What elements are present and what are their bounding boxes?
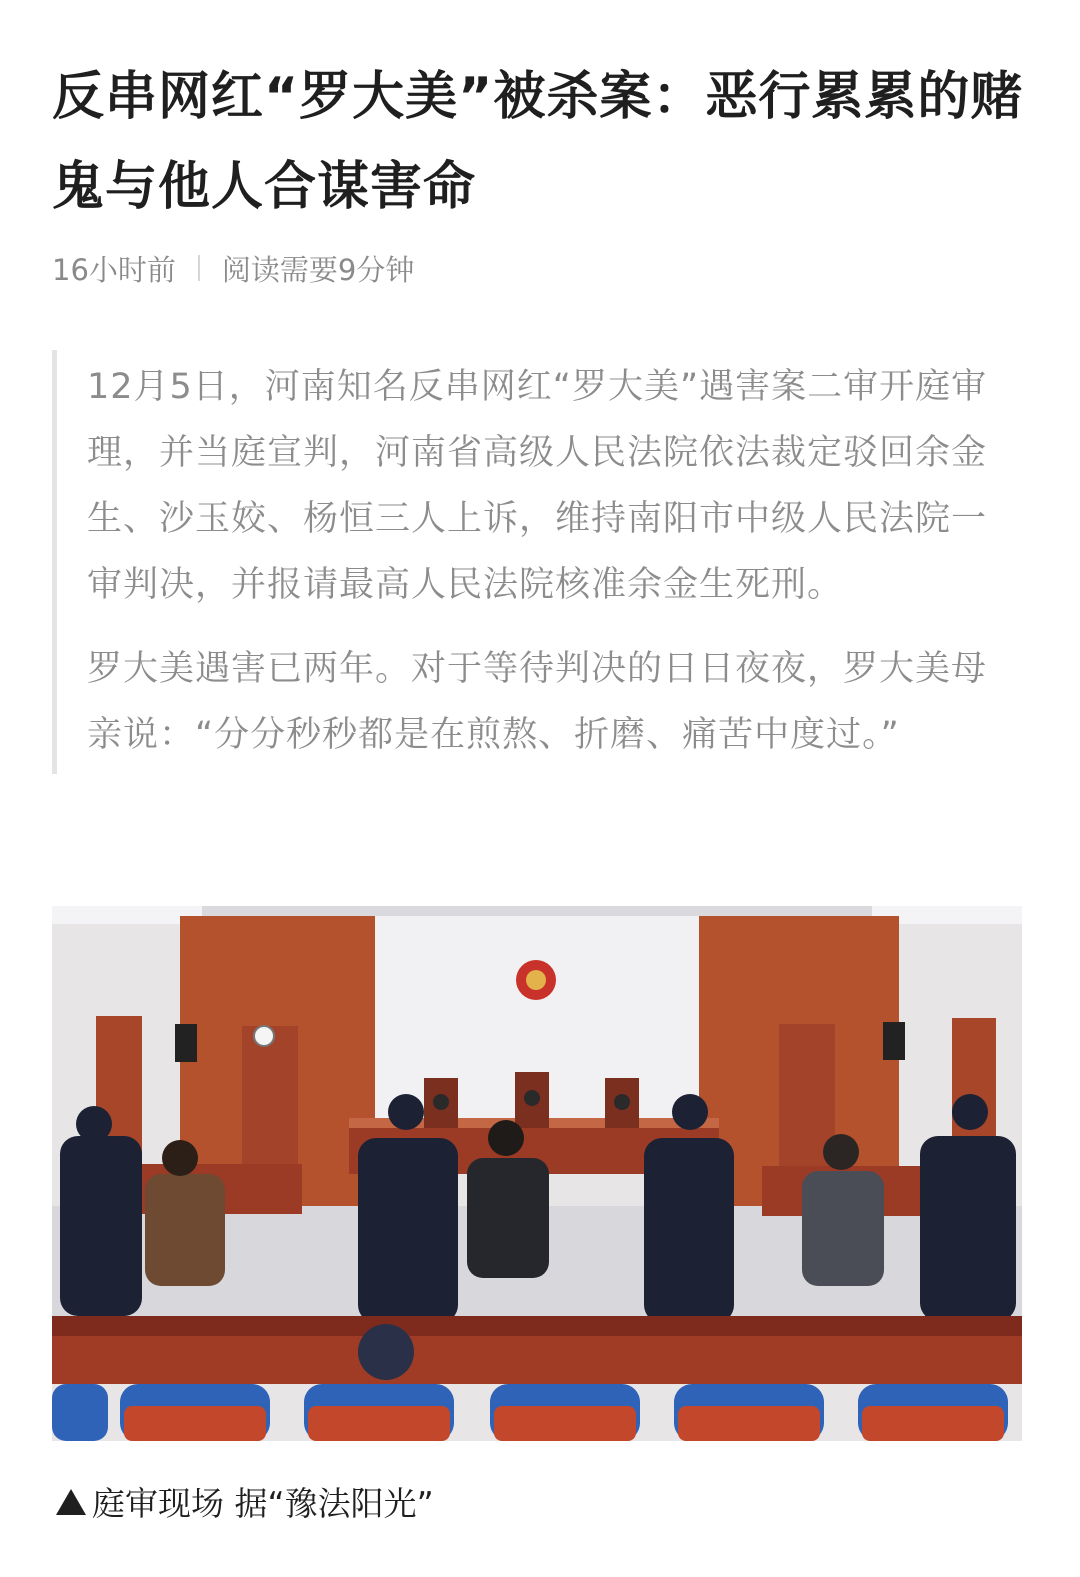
quote-paragraph-2: 罗大美遇害已两年。对于等待判决的日日夜夜，罗大美母亲说：“分分秒秒都是在煎熬、折磨、痛苦中度过。” xyxy=(87,649,988,755)
read-time: 阅读需要9分钟 xyxy=(221,252,415,287)
triangle-up-icon xyxy=(56,1489,86,1515)
photo-caption xyxy=(56,1478,434,1525)
courtroom-photo[interactable] xyxy=(52,906,1022,1441)
caption-text: 庭审现场 据“豫法阳光” xyxy=(92,1484,434,1523)
article-title: 反串网红“罗大美”被杀案：恶行累累的赌鬼与他人合谋害命 xyxy=(52,67,1024,217)
publish-time: 16小时前 xyxy=(52,252,176,287)
article-meta xyxy=(52,246,1024,290)
meta-divider xyxy=(198,255,200,281)
quote-paragraph-1: 12月5日，河南知名反串网红“罗大美”遇害案二审开庭审理，并当庭宣判，河南省高级人民法院依法裁定驳回余金生、沙玉姣、杨恒三人上诉，维持南阳市中级人民法院一审判决，并报请最高人民法院核准余金生死刑。 xyxy=(87,367,988,605)
article xyxy=(52,0,1024,774)
article-quote xyxy=(52,350,989,774)
